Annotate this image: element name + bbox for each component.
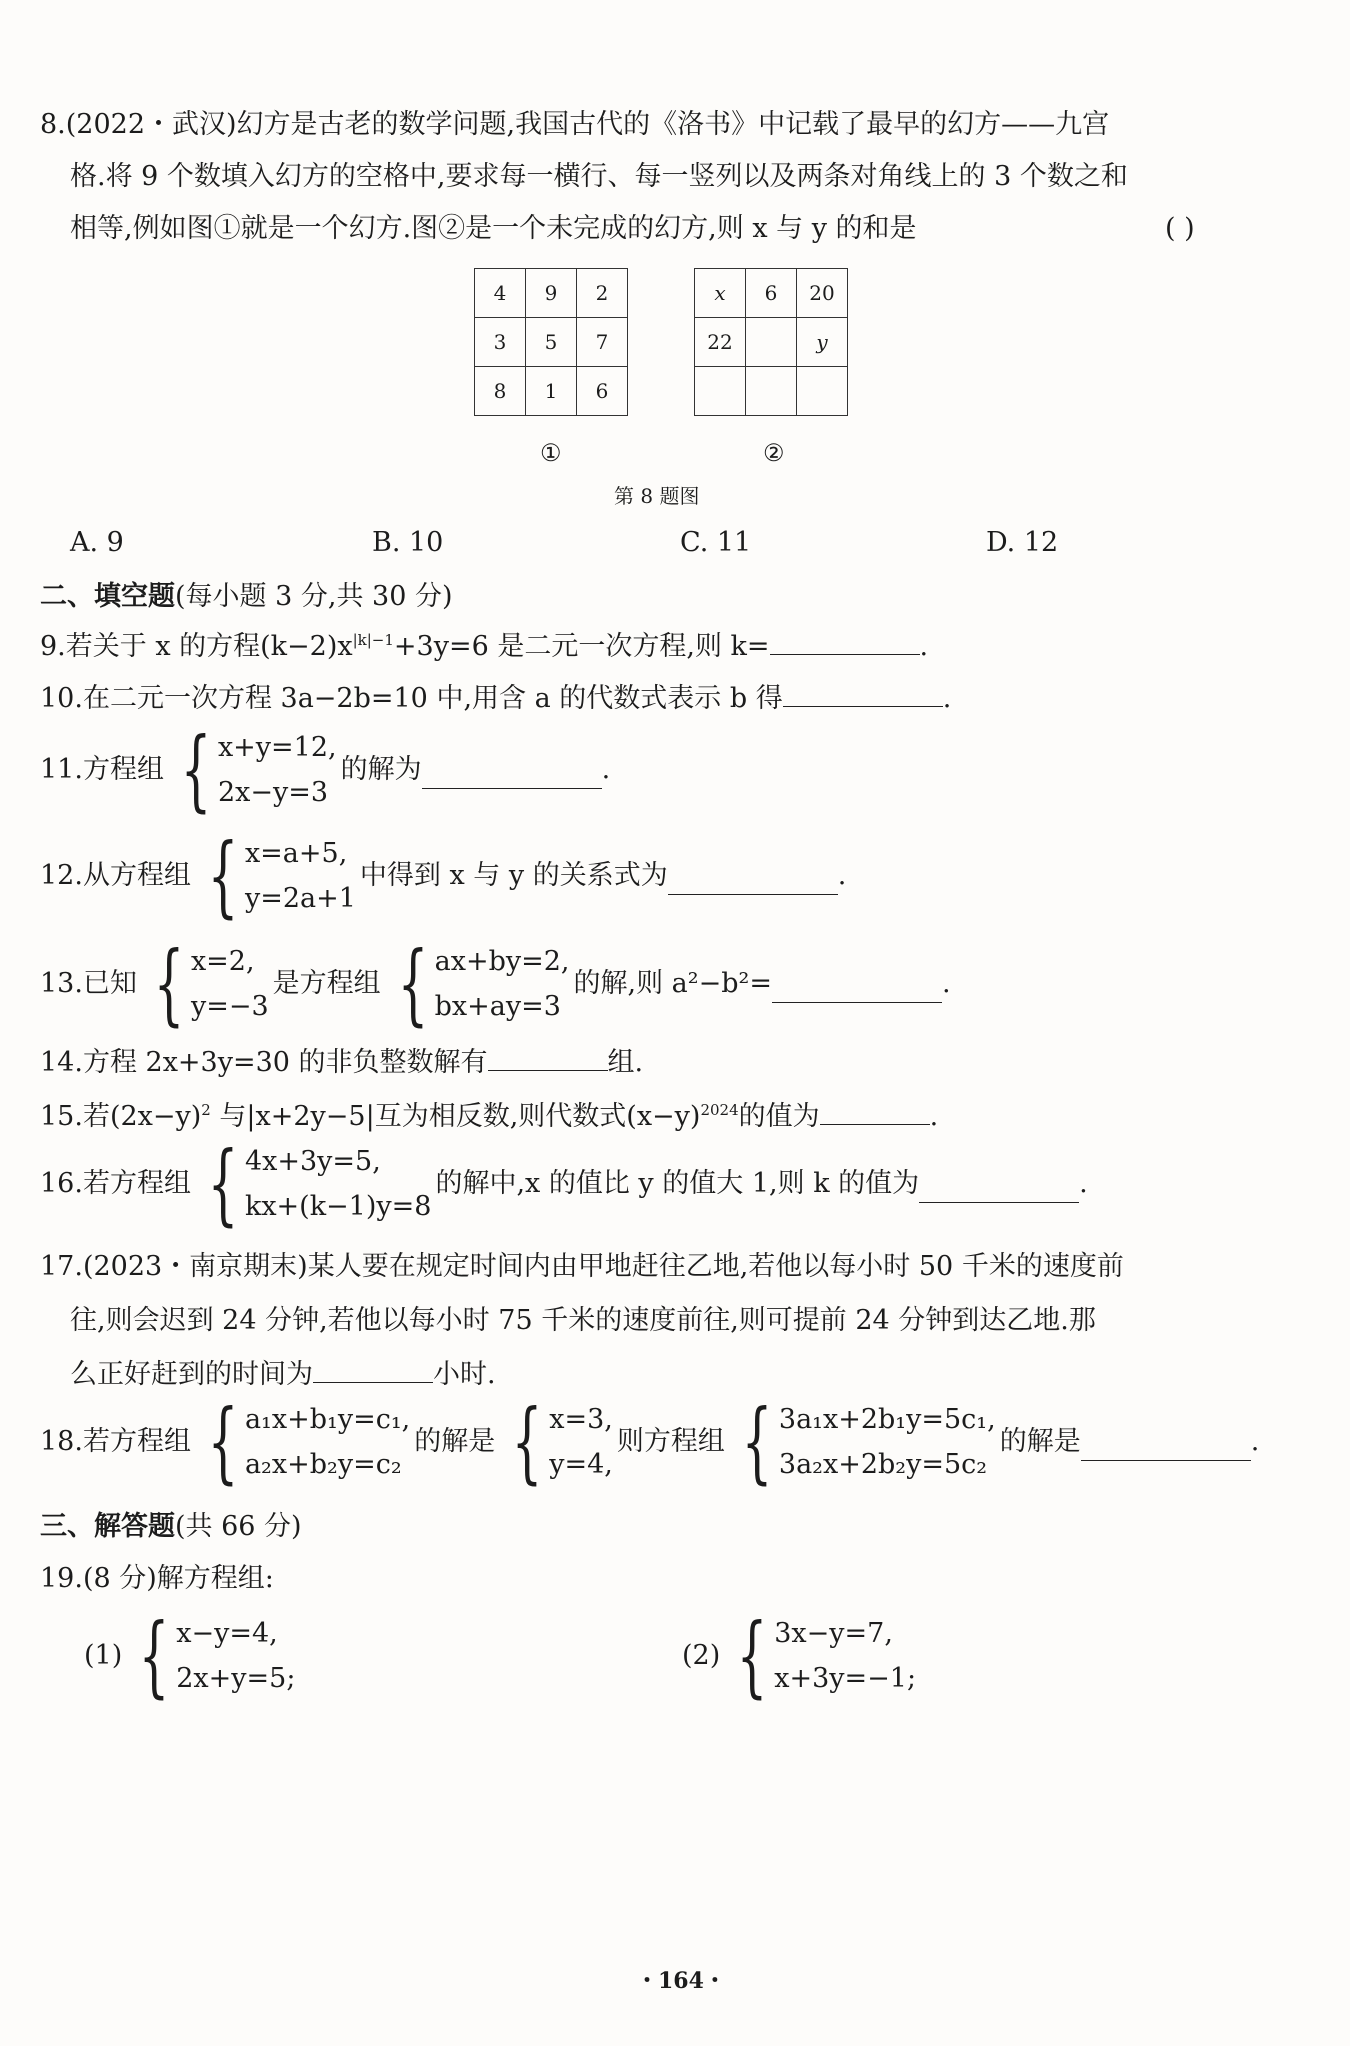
- magic-square-2-cell: x: [695, 269, 746, 318]
- q19-part1-system: [126, 1603, 296, 1707]
- section-3-heading: [40, 1510, 302, 1544]
- q9-exponent: |k|−1: [352, 631, 394, 649]
- q14-blank[interactable]: [488, 1048, 608, 1071]
- q14-post: 组.: [607, 1047, 644, 1078]
- q19-p2-eq2: x+3y=−1;: [774, 1663, 917, 1695]
- figure-label-1: ①: [540, 439, 562, 467]
- brace-icon: {: [153, 931, 185, 1035]
- q10: [40, 682, 951, 716]
- q15-pre: 15.若(2x−y): [40, 1101, 202, 1132]
- section-2-heading: [40, 580, 453, 614]
- q18-post: 的解是: [999, 1426, 1081, 1458]
- brace-icon: {: [138, 1603, 170, 1707]
- q12-post: 中得到 x 与 y 的关系式为: [359, 860, 668, 892]
- q18-end: .: [1250, 1426, 1260, 1458]
- magic-square-2-cell: 20: [797, 269, 848, 318]
- q16-system: [195, 1131, 432, 1235]
- brace-icon: {: [741, 1389, 773, 1493]
- q13-a-eq2: y=−3: [190, 991, 269, 1023]
- magic-square-1-cell: 7: [577, 318, 628, 367]
- magic-square-2-row: [695, 318, 848, 367]
- q15-sup1: 2: [201, 1101, 211, 1119]
- q11-blank[interactable]: [422, 766, 602, 789]
- q12-eq1: x=a+5,: [244, 838, 348, 869]
- q19-part1-label: (1): [84, 1640, 123, 1672]
- q11-eq2: 2x−y=3: [217, 777, 329, 809]
- magic-square-2-cell: [695, 367, 746, 416]
- magic-square-2-cell: [746, 367, 797, 416]
- q9: [40, 630, 928, 664]
- q18-c-eq1: 3a₁x+2b₁y=5c₁,: [778, 1404, 996, 1435]
- magic-square-1-cell: 2: [577, 269, 628, 318]
- magic-square-2-row: [695, 269, 848, 318]
- q13-mid: 是方程组: [272, 968, 381, 1000]
- q15: [40, 1100, 938, 1134]
- q16: [40, 1131, 1088, 1235]
- q11-eq1: x+y=12,: [217, 732, 337, 763]
- q17-line3-post: 小时.: [433, 1359, 496, 1390]
- q18-b-eq1: x=3,: [549, 1404, 613, 1435]
- magic-square-2-cell: y: [797, 318, 848, 367]
- brace-icon: {: [511, 1389, 543, 1493]
- q19-title: 19.(8 分)解方程组:: [40, 1563, 274, 1594]
- q8-line1: 8.(2022・武汉)幻方是古老的数学问题,我国古代的《洛书》中记载了最早的幻方——九宫: [40, 109, 1110, 140]
- q18-a-eq2: a₂x+b₂y=c₂: [244, 1449, 402, 1481]
- figure-caption: 第 8 题图: [614, 484, 700, 508]
- brace-icon: {: [207, 1389, 239, 1493]
- q19-part2-label: (2): [682, 1640, 721, 1672]
- q18-system-c: [729, 1389, 996, 1493]
- q18-system-a: [195, 1389, 411, 1493]
- magic-square-1: [474, 268, 628, 416]
- brace-icon: {: [736, 1603, 768, 1707]
- magic-square-2-cell: [746, 318, 797, 367]
- magic-square-2: [694, 268, 848, 416]
- q8-line2: 格.将 9 个数填入幻方的空格中,要求每一横行、每一竖列以及两条对角线上的 3 个数之和: [70, 161, 1128, 192]
- q11-system: [168, 717, 337, 821]
- magic-square-1-cell: 6: [577, 367, 628, 416]
- section-3-title: 三、解答题: [40, 1511, 175, 1542]
- q8-option-d: D. 12: [986, 527, 1059, 558]
- magic-square-1-cell: 3: [475, 318, 526, 367]
- q16-end: .: [1079, 1168, 1088, 1200]
- q17-line1: 17.(2023・南京期末)某人要在规定时间内由甲地赶往乙地,若他以每小时 50 千米的速度前: [40, 1251, 1124, 1282]
- q16-pre: 16.若方程组: [40, 1168, 191, 1200]
- magic-square-1-cell: 9: [526, 269, 577, 318]
- magic-square-1-cell: 4: [475, 269, 526, 318]
- q15-post: 的值为: [738, 1101, 820, 1132]
- q13-system-a: [141, 931, 269, 1035]
- q10-text: 10.在二元一次方程 3a−2b=10 中,用含 a 的代数式表示 b 得: [40, 683, 783, 714]
- q19-p1-eq2: 2x+y=5;: [176, 1663, 296, 1695]
- q16-blank[interactable]: [919, 1180, 1079, 1203]
- q9-pre: 9.若关于 x 的方程(k−2)x: [40, 631, 353, 662]
- q13-a-eq1: x=2,: [190, 946, 255, 977]
- q11-post: 的解为: [340, 754, 422, 786]
- magic-square-1-row: [475, 269, 628, 318]
- q18-mid1: 的解是: [414, 1426, 496, 1458]
- q8-option-a: A. 9: [70, 527, 124, 558]
- magic-square-2-row: [695, 367, 848, 416]
- q13-post: 的解,则 a²−b²=: [573, 968, 772, 1000]
- q17-line2: 往,则会迟到 24 分钟,若他以每小时 75 千米的速度前往,则可提前 24 分钟到达乙地.那: [70, 1305, 1096, 1336]
- q9-blank[interactable]: [770, 632, 920, 655]
- magic-square-1-cell: 1: [526, 367, 577, 416]
- section-2-title: 二、填空题: [40, 581, 175, 612]
- q17-line3-pre: 么正好赶到的时间为: [70, 1359, 313, 1390]
- q12-pre: 12.从方程组: [40, 860, 191, 892]
- brace-icon: {: [397, 931, 429, 1035]
- magic-square-1-row: [475, 318, 628, 367]
- q13-b-eq2: bx+ay=3: [434, 991, 561, 1023]
- q17-line3: [70, 1358, 496, 1392]
- q19-p1-eq1: x−y=4,: [176, 1618, 278, 1649]
- brace-icon: {: [207, 1131, 239, 1235]
- q11: [40, 717, 611, 821]
- q16-post: 的解中,x 的值比 y 的值大 1,则 k 的值为: [435, 1168, 920, 1200]
- q16-eq2: kx+(k−1)y=8: [244, 1191, 432, 1223]
- q12: [40, 823, 847, 927]
- q13-pre: 13.已知: [40, 968, 137, 1000]
- section-3-note: (共 66 分): [175, 1511, 302, 1542]
- q16-eq1: 4x+3y=5,: [244, 1146, 381, 1177]
- magic-square-1-cell: 8: [475, 367, 526, 416]
- q18-mid2: 则方程组: [616, 1426, 725, 1458]
- q14: [40, 1046, 643, 1080]
- q11-pre: 11.方程组: [40, 754, 164, 786]
- brace-icon: {: [207, 823, 239, 927]
- q18-a-eq1: a₁x+b₁y=c₁,: [244, 1404, 411, 1435]
- q8-line3: 相等,例如图①就是一个幻方.图②是一个未完成的幻方,则 x 与 y 的和是: [70, 213, 917, 244]
- q18: [40, 1389, 1260, 1493]
- q18-blank[interactable]: [1081, 1438, 1251, 1461]
- q19-part2: [682, 1603, 920, 1707]
- q13-blank[interactable]: [772, 980, 942, 1003]
- q12-system: [195, 823, 356, 927]
- q18-c-eq2: 3a₂x+2b₂y=5c₂: [778, 1449, 988, 1481]
- q9-end: .: [919, 631, 929, 662]
- q8-option-c: C. 11: [680, 527, 752, 558]
- q13-b-eq1: ax+by=2,: [434, 946, 570, 977]
- magic-square-1-cell: 5: [526, 318, 577, 367]
- q13: [40, 931, 951, 1035]
- q19-part2-system: [724, 1603, 917, 1707]
- q10-end: .: [942, 683, 952, 714]
- q19-part1: [84, 1603, 299, 1707]
- q15-blank[interactable]: [820, 1102, 930, 1125]
- q17-blank[interactable]: [313, 1360, 433, 1383]
- q18-b-eq2: y=4,: [549, 1449, 613, 1481]
- q18-pre: 18.若方程组: [40, 1426, 191, 1458]
- page-number: ・164・: [636, 1968, 726, 1994]
- q9-post: +3y=6 是二元一次方程,则 k=: [393, 631, 770, 662]
- q13-end: .: [941, 968, 951, 1000]
- q12-blank[interactable]: [668, 872, 838, 895]
- q10-blank[interactable]: [783, 684, 943, 707]
- q14-pre: 14.方程 2x+3y=30 的非负整数解有: [40, 1047, 488, 1078]
- q15-end: .: [929, 1101, 939, 1132]
- q18-system-b: [499, 1389, 613, 1493]
- q13-system-b: [385, 931, 570, 1035]
- q15-sup2: 2024: [700, 1101, 739, 1119]
- magic-square-2-cell: [797, 367, 848, 416]
- section-2-note: (每小题 3 分,共 30 分): [175, 581, 453, 612]
- magic-square-2-cell: 6: [746, 269, 797, 318]
- q12-end: .: [837, 860, 847, 892]
- magic-square-2-cell: 22: [695, 318, 746, 367]
- q15-mid: 与|x+2y−5|互为相反数,则代数式(x−y): [210, 1101, 701, 1132]
- q8-option-b: B. 10: [372, 527, 444, 558]
- magic-square-1-row: [475, 367, 628, 416]
- q8-answer-paren: ( ): [1165, 213, 1195, 244]
- q11-end: .: [601, 754, 611, 786]
- brace-icon: {: [180, 717, 212, 821]
- q19-p2-eq1: 3x−y=7,: [774, 1618, 893, 1649]
- figure-label-2: ②: [763, 439, 785, 467]
- q12-eq2: y=2a+1: [244, 883, 356, 915]
